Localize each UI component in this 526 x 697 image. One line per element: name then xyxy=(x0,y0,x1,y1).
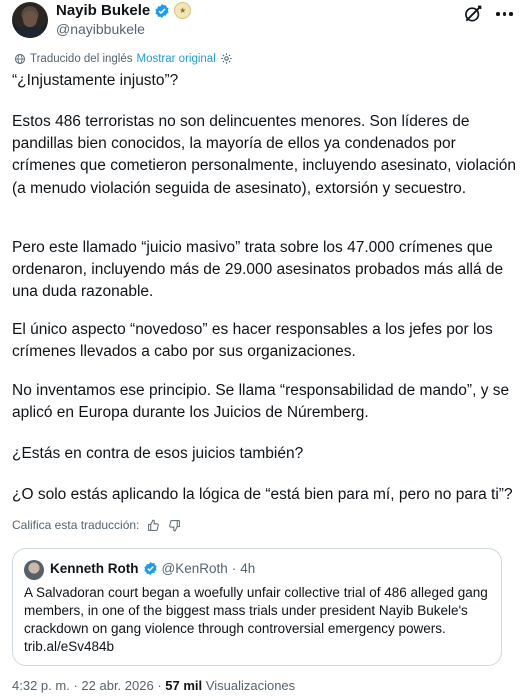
quoted-author-avatar xyxy=(24,560,44,580)
author-handle[interactable]: @nayibbukele xyxy=(56,21,145,37)
footer-separator: · xyxy=(73,678,78,693)
quoted-author-handle: @KenRoth xyxy=(161,561,228,576)
quoted-separator: · xyxy=(231,561,237,576)
avatar-body xyxy=(17,26,43,38)
translated-from-label: Traducido del inglés xyxy=(30,52,133,65)
quoted-post[interactable] xyxy=(12,548,502,666)
quoted-link[interactable]: trib.al/eSv484b xyxy=(24,639,115,654)
avatar-face xyxy=(23,11,37,27)
post-paragraph: No inventamos ese principio. Se llama “responsabilidad de mando”, y se aplicó en Europa durante los Juicios de Núremberg. xyxy=(12,382,510,422)
rate-translation-row xyxy=(12,518,181,532)
gear-icon[interactable] xyxy=(220,52,233,65)
post-paragraph: “¿Injustamente injusto”? xyxy=(12,72,179,89)
post-paragraph: Estos 486 terroristas no son delincuentes menores. Son líderes de pandillas bien conocidos, la mayoría de ellos ya condenados por crímenes que cometieron personalmente, incluyendo asesinato, violación (a menudo violación seguida de asesinato), extorsión y secuestro. xyxy=(12,113,517,197)
post-paragraph: El único aspecto “novedoso” es hacer responsables a los jefes por los crímenes llevados a cabo por sus organizaciones. xyxy=(12,321,493,361)
grok-icon[interactable] xyxy=(463,4,483,24)
show-original-link[interactable]: Mostrar original xyxy=(136,52,216,65)
views-label: Visualizaciones xyxy=(205,678,296,693)
views-count: 57 mil xyxy=(165,678,203,693)
rate-translation-label: Califica esta traducción: xyxy=(12,518,140,532)
author-avatar[interactable] xyxy=(12,2,48,38)
author-display-name[interactable]: Nayib Bukele xyxy=(56,2,151,19)
post-paragraph: ¿Estás en contra de esos juicios también? xyxy=(12,445,304,462)
post-date[interactable]: 22 abr. 2026 xyxy=(81,678,154,693)
post-paragraph: ¿O solo estás aplicando la lógica de “está bien para mí, pero no para ti”? xyxy=(12,486,513,503)
quoted-header xyxy=(50,561,255,576)
footer-separator: · xyxy=(157,678,162,693)
translation-bar xyxy=(14,52,233,65)
thumbs-up-icon[interactable] xyxy=(147,519,160,532)
quoted-text-block xyxy=(24,584,494,656)
post-footer xyxy=(12,678,295,693)
globe-icon xyxy=(14,53,26,65)
more-options-icon[interactable] xyxy=(496,12,513,16)
verified-badge-icon xyxy=(143,561,158,576)
affiliation-badge-icon[interactable]: ★ xyxy=(174,2,191,19)
post-time[interactable]: 4:32 p. m. xyxy=(12,678,70,693)
verified-badge-icon xyxy=(154,3,170,19)
post-paragraph: Pero este llamado “juicio masivo” trata sobre los 47.000 crímenes que ordenaron, incluyendo más de 29.000 asesinatos probados más allá de una duda razonable. xyxy=(12,239,504,301)
author-name-row xyxy=(56,2,191,19)
thumbs-down-icon[interactable] xyxy=(168,519,181,532)
quoted-text: A Salvadoran court began a woefully unfair collective trial of 486 alleged gang members, in one of the biggest mass trials under president Nayib Bukele's crackdown on gang violence through controversial emergency powers. xyxy=(24,585,488,636)
quoted-time: 4h xyxy=(240,561,256,576)
quoted-author-name: Kenneth Roth xyxy=(50,561,139,576)
